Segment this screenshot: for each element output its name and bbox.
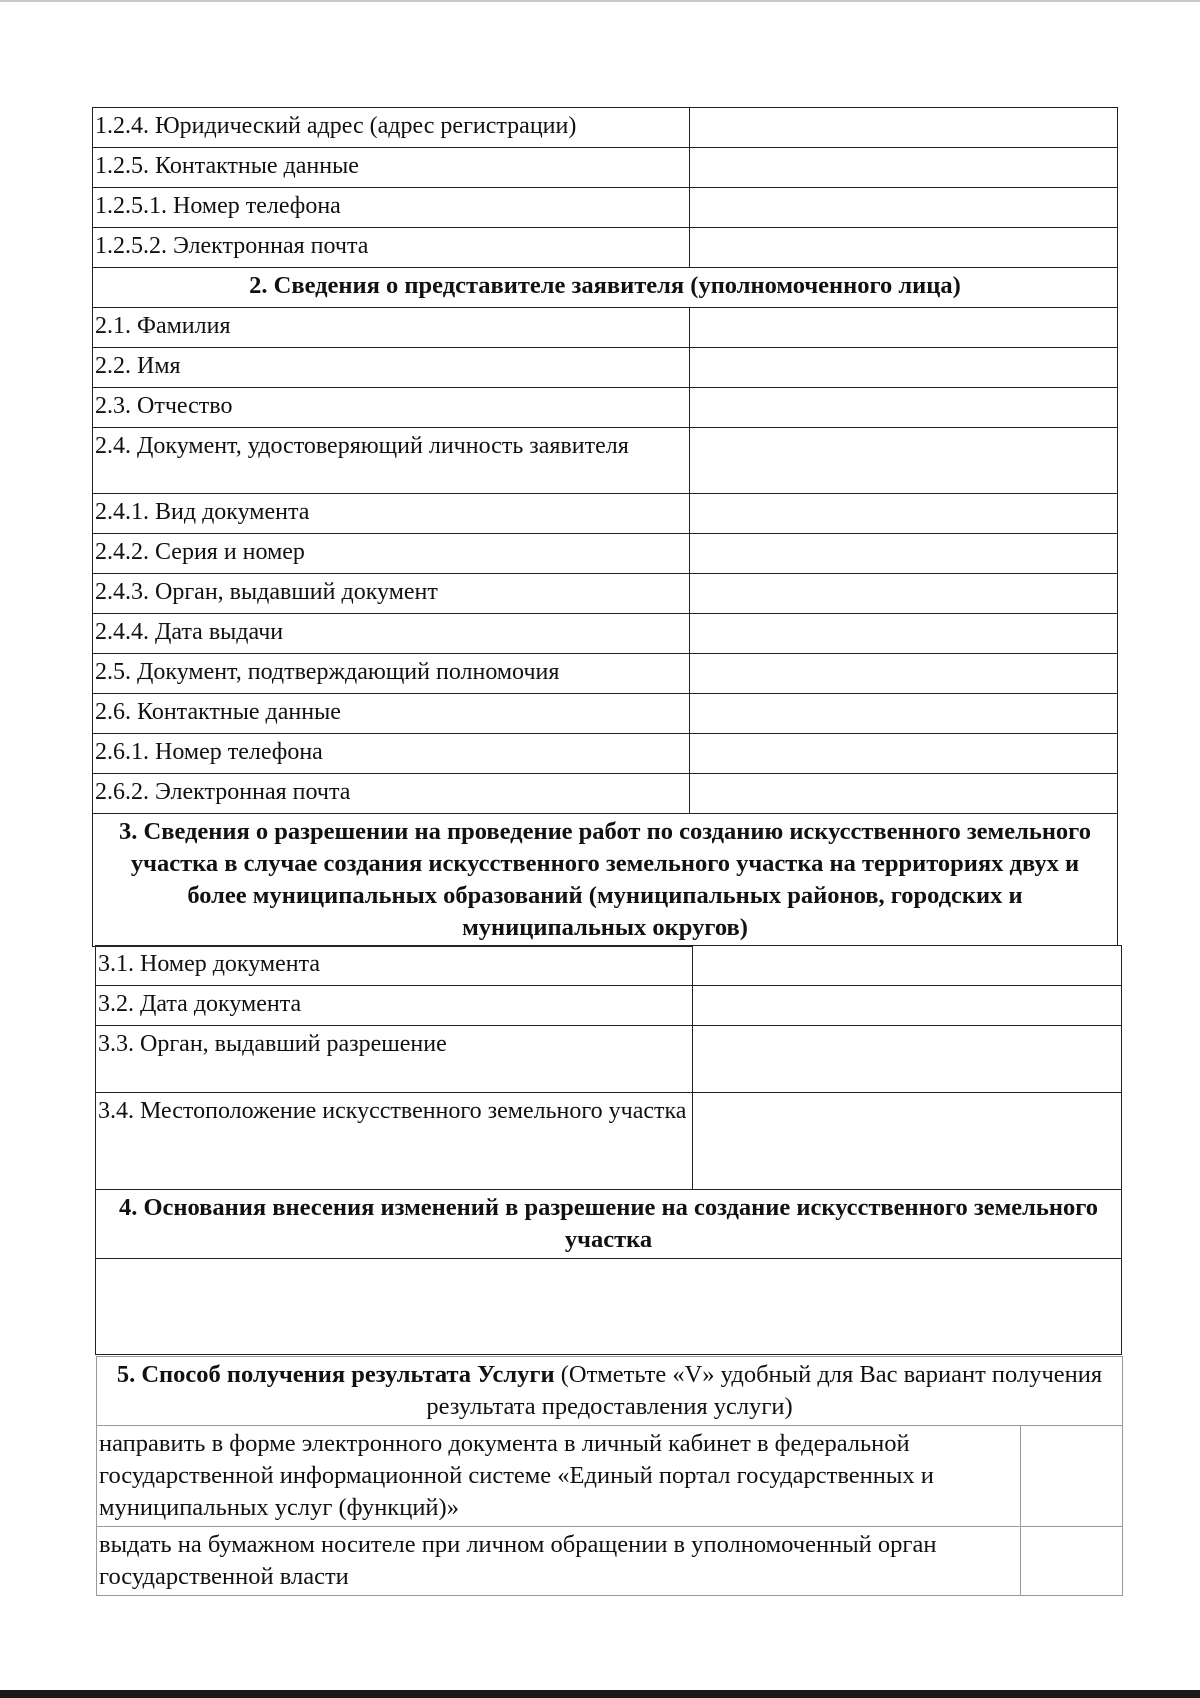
delivery-method-table: [96, 1356, 1123, 1596]
table-row: [93, 494, 1118, 534]
table-row: [93, 614, 1118, 654]
rep-doc-type-input[interactable]: [690, 494, 1118, 534]
table-row: [93, 654, 1118, 694]
field-label: 1.2.5.1. Номер телефона: [93, 188, 690, 228]
field-label: 2.6.2. Электронная почта: [93, 774, 690, 814]
field-label: 2.4.4. Дата выдачи: [93, 614, 690, 654]
phone-input[interactable]: [690, 188, 1118, 228]
section-4-title: 4. Основания внесения изменений в разрешение на создание искусственного земельного участка: [96, 1190, 1122, 1259]
field-label: 2.5. Документ, подтверждающий полномочия: [93, 654, 690, 694]
contact-data-input[interactable]: [690, 148, 1118, 188]
field-label: 1.2.5.2. Электронная почта: [93, 228, 690, 268]
grounds-table: [95, 1189, 1122, 1355]
rep-phone-input[interactable]: [690, 734, 1118, 774]
rep-surname-input[interactable]: [690, 308, 1118, 348]
section-5-title-note: (Отметьте «V» удобный для Вас вариант получения результата предоставления услуги): [426, 1361, 1103, 1420]
permit-number-input[interactable]: [693, 946, 1122, 986]
email-input[interactable]: [690, 228, 1118, 268]
field-label: 3.3. Орган, выдавший разрешение: [96, 1026, 693, 1093]
delivery-option-electronic-checkbox[interactable]: [1021, 1426, 1123, 1527]
rep-id-document-input[interactable]: [690, 428, 1118, 494]
rep-doc-issuer-input[interactable]: [690, 574, 1118, 614]
applicant-form-table: [92, 107, 1118, 947]
table-row: [96, 1259, 1122, 1355]
authority-doc-input[interactable]: [690, 654, 1118, 694]
table-row: [93, 534, 1118, 574]
plot-location-input[interactable]: [693, 1093, 1122, 1190]
table-row: [93, 308, 1118, 348]
field-label: 3.4. Местоположение искусственного земельного участка: [96, 1093, 693, 1190]
rep-email-input[interactable]: [690, 774, 1118, 814]
scan-edge-bottom: [0, 1690, 1200, 1698]
field-label: 2.4.2. Серия и номер: [93, 534, 690, 574]
rep-doc-date-input[interactable]: [690, 614, 1118, 654]
table-row: [96, 986, 1122, 1026]
field-label: 2.1. Фамилия: [93, 308, 690, 348]
table-row: [96, 946, 1122, 986]
section-header-row: [97, 1357, 1123, 1426]
field-label: 2.4.1. Вид документа: [93, 494, 690, 534]
table-row: [97, 1527, 1123, 1596]
scan-edge-top: [0, 0, 1200, 2]
field-label: 2.4. Документ, удостоверяющий личность заявителя: [93, 428, 690, 494]
section-header-row: [96, 1190, 1122, 1259]
table-row: [93, 188, 1118, 228]
field-label: 3.2. Дата документа: [96, 986, 693, 1026]
table-row: [93, 694, 1118, 734]
grounds-input[interactable]: [96, 1259, 1122, 1355]
section-header-row: [93, 268, 1118, 308]
section-5-title: [97, 1357, 1123, 1426]
field-label: 2.3. Отчество: [93, 388, 690, 428]
permit-date-input[interactable]: [693, 986, 1122, 1026]
table-row: [96, 1026, 1122, 1093]
table-row: [93, 108, 1118, 148]
table-row: [93, 428, 1118, 494]
rep-doc-series-input[interactable]: [690, 534, 1118, 574]
delivery-option-paper-checkbox[interactable]: [1021, 1527, 1123, 1596]
table-row: [93, 388, 1118, 428]
section-3-title: 3. Сведения о разрешении на проведение работ по созданию искусственного земельного участка в случае создания искусственного земельного участка на территориях двух и более муниципальных образований (муниципальных районов, городских и муниципальных округов): [93, 814, 1118, 947]
table-row: [93, 148, 1118, 188]
table-row: [93, 734, 1118, 774]
field-label: 2.2. Имя: [93, 348, 690, 388]
field-label: 1.2.5. Контактные данные: [93, 148, 690, 188]
section-5-title-bold: 5. Способ получения результата Услуги: [116, 1361, 555, 1388]
field-label: 2.4.3. Орган, выдавший документ: [93, 574, 690, 614]
table-row: [93, 574, 1118, 614]
permit-info-table: [95, 945, 1122, 1190]
table-row: [93, 228, 1118, 268]
delivery-option-label: выдать на бумажном носителе при личном обращении в уполномоченный орган государственной власти: [97, 1527, 1021, 1596]
field-label: 2.6.1. Номер телефона: [93, 734, 690, 774]
table-row: [97, 1426, 1123, 1527]
table-row: [96, 1093, 1122, 1190]
table-row: [93, 774, 1118, 814]
rep-patronymic-input[interactable]: [690, 388, 1118, 428]
permit-issuer-input[interactable]: [693, 1026, 1122, 1093]
field-label: 2.6. Контактные данные: [93, 694, 690, 734]
legal-address-input[interactable]: [690, 108, 1118, 148]
section-header-row: [93, 814, 1118, 947]
table-row: [93, 348, 1118, 388]
section-2-title: 2. Сведения о представителе заявителя (уполномоченного лица): [93, 268, 1118, 308]
rep-name-input[interactable]: [690, 348, 1118, 388]
delivery-option-label: направить в форме электронного документа в личный кабинет в федеральной государственной информационной системе «Единый портал государственных и муниципальных услуг (функций)»: [97, 1426, 1021, 1527]
field-label: 3.1. Номер документа: [96, 946, 693, 986]
rep-contact-input[interactable]: [690, 694, 1118, 734]
field-label: 1.2.4. Юридический адрес (адрес регистрации): [93, 108, 690, 148]
